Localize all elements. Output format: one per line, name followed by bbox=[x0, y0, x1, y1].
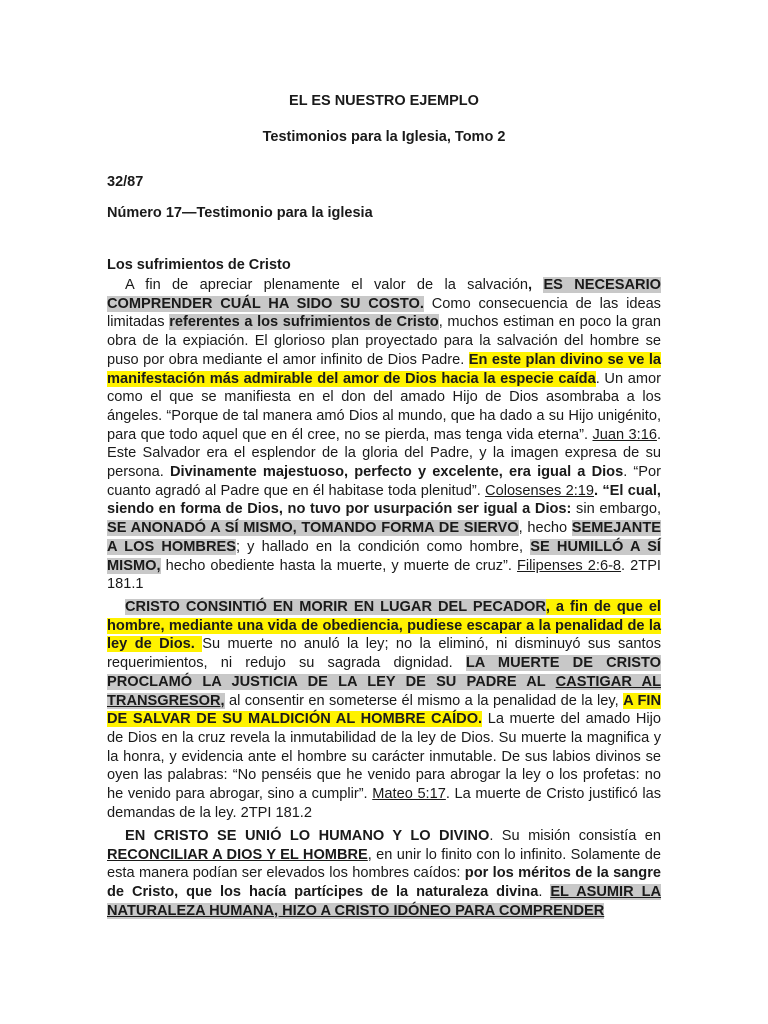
bold-text: por los méritos de la sangre de Cristo, que los hacía partícipes de la naturaleza divina bbox=[107, 865, 661, 901]
bible-reference-link[interactable]: Filipenses 2:6-8 bbox=[517, 557, 622, 574]
highlight-gray: LA MUERTE DE CRISTO PROCLAMÓ LA JUSTICIA DE LA LEY DE SU PADRE AL bbox=[107, 655, 661, 690]
bible-reference-link[interactable]: Colosenses 2:19 bbox=[485, 482, 594, 499]
text: Como consecuencia de las ideas limitadas bbox=[107, 295, 661, 331]
text: Su muerte no anuló la ley; no la eliminó, ni disminuyó sus santos requerimientos, ni redujo su sagrada dignidad. bbox=[107, 636, 661, 672]
text: , en unir lo finito con lo infinito. Solamente de esta manera podían ser elevados los hombres caídos: bbox=[107, 846, 661, 882]
text: ; y hallado en la condición como hombre, bbox=[235, 538, 531, 555]
highlight-gray: SEMEJANTE A LOS HOMBRES bbox=[107, 520, 661, 555]
highlight-gray-underlined: CASTIGAR AL TRANSGRESOR, bbox=[107, 673, 661, 709]
bold-text: . “El cual, siendo en forma de Dios, no tuvo por usurpación ser igual a Dios: bbox=[107, 482, 661, 518]
bold-underlined-text: RECONCILIAR A DIOS Y EL HOMBRE bbox=[107, 846, 368, 863]
highlight-gray: CRISTO CONSINTIÓ EN MORIR EN LUGAR DEL PECADOR bbox=[125, 599, 546, 615]
highlight-yellow: A FIN DE SALVAR DE SU MALDICIÓN AL HOMBRE CAÍDO. bbox=[107, 692, 662, 728]
bold-text: EN CRISTO SE UNIÓ LO HUMANO Y LO DIVINO bbox=[125, 828, 490, 844]
text: . Este Salvador era el esplendor de la gloria del Padre, y la imagen expresa de su persona. bbox=[107, 426, 661, 481]
document-title: EL ES NUESTRO EJEMPLO bbox=[289, 93, 479, 109]
text: . Un amor como el que se manifiesta en el don del amado Hijo de Dios asombraba a los ángeles. “Porque de tal manera amó Dios al mundo, que ha dado a su Hijo unigénito, para que todo aquel que en él cree, no se pierda, mas tenga vida eterna”. bbox=[107, 370, 661, 443]
text: , bbox=[528, 277, 544, 293]
text: A fin de apreciar plenamente el valor de la salvación bbox=[125, 277, 529, 293]
text: hecho obediente hasta la muerte, y muerte de cruz”. bbox=[160, 557, 518, 574]
text: sin embargo, bbox=[571, 501, 662, 518]
paragraph-2 bbox=[107, 598, 661, 822]
section-heading: Los sufrimientos de Cristo bbox=[107, 257, 291, 273]
text: La muerte del amado Hijo de Dios en la cruz revela la inmutabilidad de la ley de Dios. Su muerte la magnifica y la honra, y evidencia ante el hombre su carácter inmutable. De sus labios divinos se oyen las palabras: “No penséis que he venido para abrogar la ley o los profetas: no he venido para abrogar, sino a cumplir”. bbox=[107, 711, 661, 803]
highlight-yellow: En este plan divino se ve la manifestación más admirable del amor de Dios hacia la especie caída bbox=[107, 351, 661, 387]
highlight-gray-underlined: EL ASUMIR LA NATURALEZA HUMANA, HIZO A CRISTO IDÓNEO PARA COMPRENDER bbox=[107, 884, 662, 919]
text: . “Por cuanto agradó al Padre que en él habitase toda plenitud”. bbox=[107, 464, 661, 499]
highlight-gray: referentes a los sufrimientos de Cristo bbox=[169, 314, 439, 331]
text: . La muerte de Cristo justificó las demandas de la ley. 2TPI 181.2 bbox=[107, 786, 661, 821]
highlight-gray: SE ANONADÓ A SÍ MISMO, TOMANDO FORMA DE SIERVO bbox=[107, 520, 519, 537]
highlight-yellow: , a fin de que el hombre, mediante una vida de obediencia, pudiese escapar a la penalidad de la ley de Dios. bbox=[107, 599, 661, 653]
paragraph-3 bbox=[107, 827, 661, 921]
text: , hecho bbox=[518, 520, 572, 537]
bible-reference-link[interactable]: Juan 3:16 bbox=[592, 426, 657, 443]
highlight-gray: SE HUMILLÓ A SÍ MISMO, bbox=[107, 538, 661, 574]
bold-text: Divinamente majestuoso, perfecto y excelente, era igual a Dios bbox=[169, 464, 624, 481]
page-reference: 32/87 bbox=[107, 174, 144, 190]
text: . Su misión consistía en bbox=[489, 828, 661, 844]
bible-reference-link[interactable]: Mateo 5:17 bbox=[372, 786, 446, 803]
testimony-number: Número 17—Testimonio para la iglesia bbox=[107, 205, 373, 221]
text: , muchos estiman en poco la gran obra de la expiación. El glorioso plan proyectado para la salvación del hombre se puso por obra mediante el amor infinito de Dios Padre. bbox=[107, 314, 661, 368]
text: . bbox=[538, 884, 551, 901]
text: al consentir en someterse él mismo a la penalidad de la ley, bbox=[224, 692, 624, 709]
text: . 2TPI 181.1 bbox=[107, 557, 661, 593]
document-subtitle: Testimonios para la Iglesia, Tomo 2 bbox=[262, 129, 506, 145]
paragraph-1 bbox=[107, 276, 661, 594]
highlight-gray: ES NECESARIO COMPRENDER CUÁL HA SIDO SU COSTO. bbox=[107, 277, 662, 312]
